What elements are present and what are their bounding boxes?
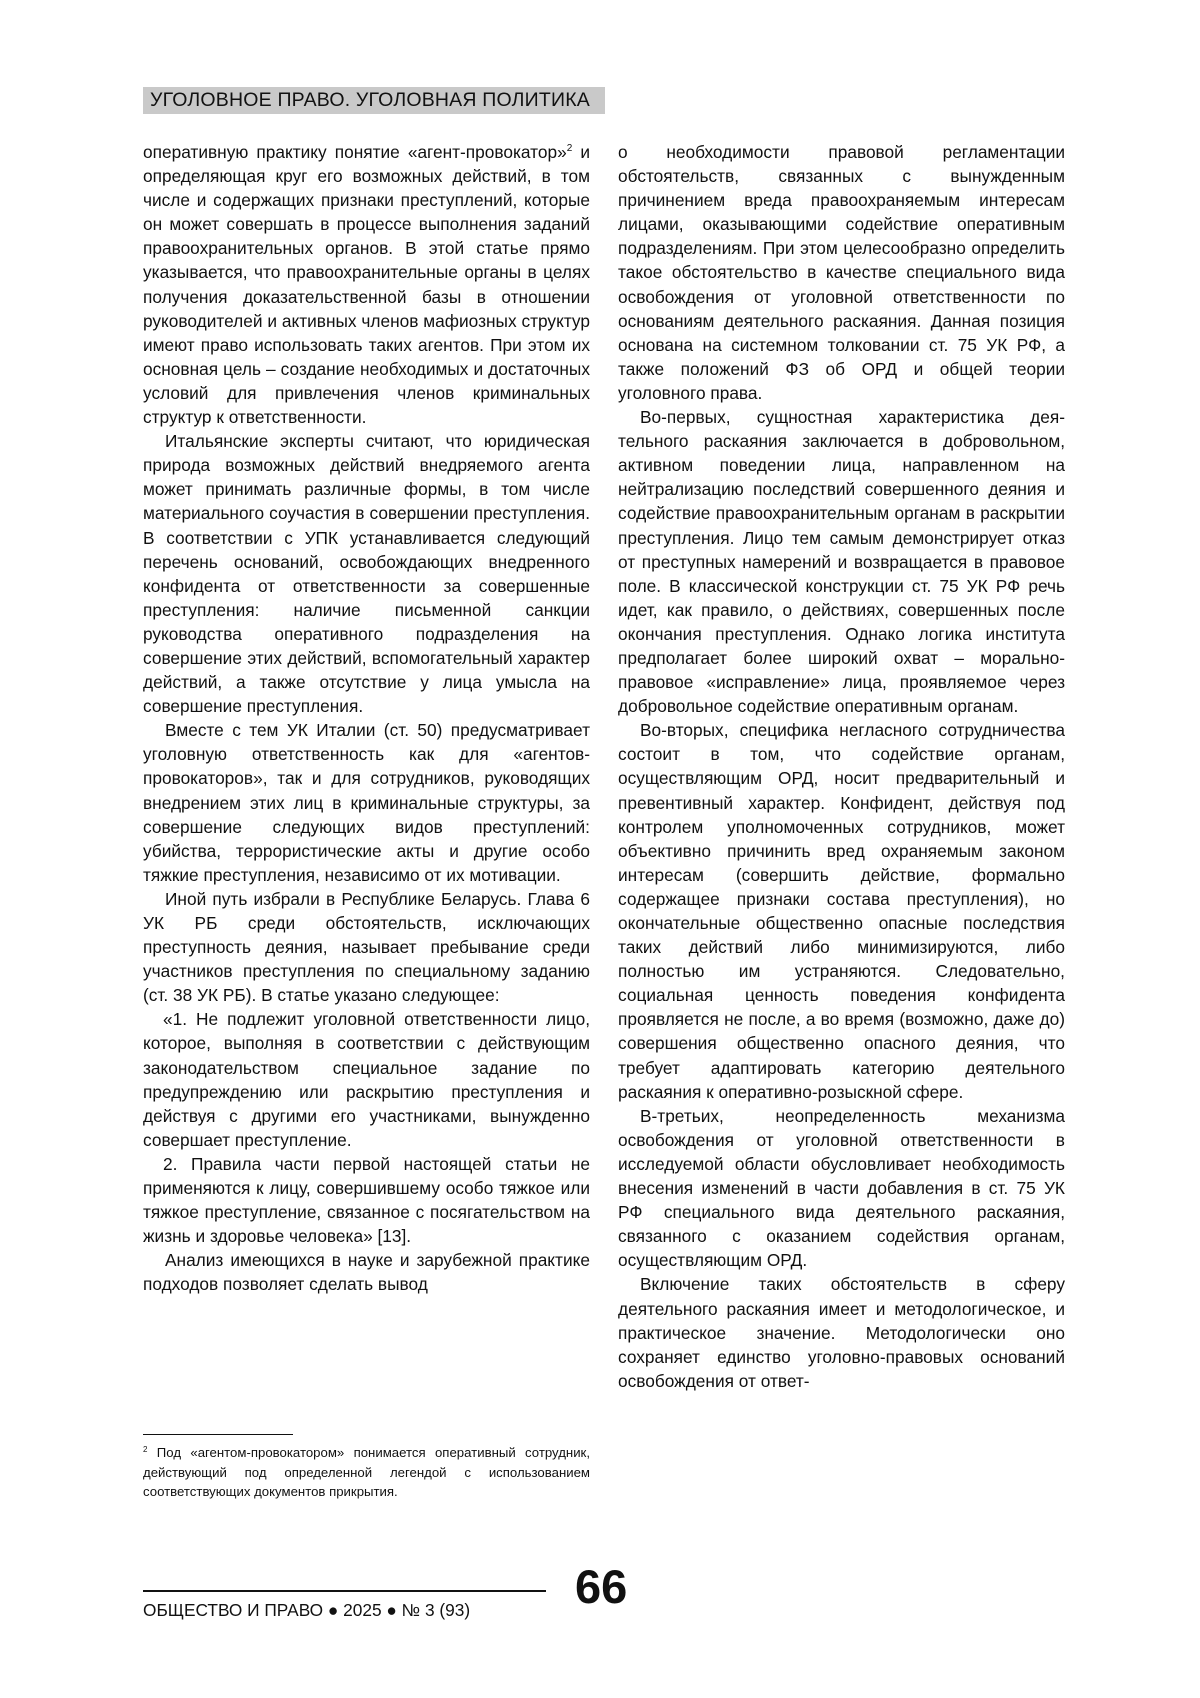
- quote-paragraph: «1. Не подлежит уголовной ответственности лицо, которое, выполняя в соответствии с действующим законодательством специальное задание по предупреждению или раскрытию преступления и действуя с другими его участниками, вынужденно совершает преступление.: [143, 1009, 590, 1150]
- section-header: УГОЛОВНОЕ ПРАВО. УГОЛОВНАЯ ПОЛИТИКА: [143, 87, 605, 114]
- footnote: [143, 1443, 590, 1502]
- quote-paragraph: 2. Правила части первой настоящей статьи не применяются к лицу, совершившему особо тяжкое или тяжкое преступление, связанное с посягательством на жизнь и здоровье человека» [13].: [143, 1153, 590, 1247]
- page-number: 66: [575, 1560, 628, 1613]
- footnote-divider: [143, 1434, 293, 1435]
- paragraph-text: оперативную практику понятие «агент-провокатор»: [143, 142, 567, 162]
- paragraph: [143, 140, 590, 429]
- paragraph: о необходимости правовой регламентации обстоятельств, связанных с вынужденным причинением вреда правоохраняемым интересам лицами, оказывающими содействие оперативным подразделениям. При этом целесообразно определить такое обстоятельство в качестве специального вида освобождения от уголовной ответственности по основаниям деятельного раскаяния. Данная позиция основана на системном толковании ст. 75 УК РФ, а также положений ФЗ об ОРД и общей теории уголовного права.: [618, 142, 1065, 403]
- paragraph: Итальянские эксперты считают, что юридическая природа возможных действий внедряемого агента может принимать различные формы, в том числе материального соучастия в совершении преступления. В соответствии с УПК устанавливается следующий перечень оснований, освобождающих внедренного конфидента от ответственности за совершенные преступления: наличие письменной санкции руководства оперативного подразделения на совершение этих действий, вспомогательный характер действий, а также отсутствие у лица умысла на совершение преступления.: [143, 431, 590, 717]
- paragraph: Анализ имеющихся в науке и зарубежной практике подходов позволяет сделать вывод: [143, 1250, 590, 1295]
- journal-info: ОБЩЕСТВО И ПРАВО ● 2025 ● № 3 (93): [143, 1600, 471, 1620]
- paragraph: Вместе с тем УК Италии (ст. 50) предусматривает уголовную ответственность как для «агентов-провокаторов», так и для сотрудников, руководящих внедрением этих лиц в криминальные структуры, за совершение следующих видов преступлений: убийства, террористические акты и другие особо тяжкие преступления, независимо от их мотивации.: [143, 720, 590, 885]
- paragraph: Во-первых, сущностная характеристика деятельного раскаяния заключается в добровольном, активном поведении лица, направленном на нейтрализацию последствий совершенного деяния и содействие правоохранительным органам в раскрытии преступления. Лицо тем самым демонстрирует отказ от преступных намерений и возвращается в правовое поле. В классической конструкции ст. 75 УК РФ речь идет, как правило, о действиях, совершенных после окончания преступления. Однако логика института предполагает более широкий охват – морально-правовое «исправление» лица, проявляемое через добровольное содействие оперативным органам.: [618, 407, 1065, 717]
- paragraph: Включение таких обстоятельств в сферу деятельного раскаяния имеет и методологическое, и практическое значение. Методологически оно сохраняет единство уголовно-правовых оснований освобождения от ответ-: [618, 1274, 1065, 1391]
- paragraph-text: и определяющая круг его возможных действий, в том числе и содержащих признаки преступлений, которые он может совершать в процессе выполнения заданий правоохранительных органов. В этой статье прямо указывается, что правоохранительные органы в целях получения доказательственной базы в отношении руководителей и активных членов мафиозных структур имеют право использовать таких агентов. При этом их основная цель – создание необходимых и достаточных условий для привлечения членов криминальных структур к ответственности.: [143, 142, 590, 428]
- right-column: [618, 140, 1065, 1393]
- footer-divider: [143, 1590, 546, 1592]
- paragraph: В-третьих, неопределенность механизма освобождения от уголовной ответственности в исследуемой области обусловливает необходимость внесения изменений в части добавления в ст. 75 УК РФ специального вида деятельного раскаяния, связанного с оказанием содействия органам, осуществляющим ОРД.: [618, 1105, 1065, 1271]
- footnote-mark: 2: [143, 1445, 148, 1454]
- footnote-reference: 2: [566, 143, 573, 154]
- left-column: [143, 140, 590, 1297]
- paragraph: Иной путь избрали в Республике Беларусь. Глава 6 УК РБ среди обстоятельств, исключающих преступность деяния, называет пребывание среди участников преступления по специальному заданию (ст. 38 УК РБ). В статье указано следующее:: [143, 888, 590, 1006]
- footnote-text: Под «агентом-провокатором» понимается оперативный сотрудник, действующий под определенной легендой с использованием соответствующих документов прикрытия.: [143, 1445, 590, 1499]
- paragraph: Во-вторых, специфика негласного сотрудничества состоит в том, что содействие органам, осуществляющим ОРД, носит предварительный и превентивный характер. Конфидент, действуя под контролем уполномоченных сотрудников, может объективно причинить вред охраняемым законом интересам (совершить действие, формально содержащее признаки состава преступления), но окончательные общественно опасные последствия таких действий либо минимизируются, либо полностью им устраняются. Следовательно, социальная ценность поведения конфидента проявляется не после, а во время (возможно, даже до) совершения общественно опасного деяния, что требует адаптировать категорию деятельного раскаяния к оперативно-розыскной сфере.: [618, 720, 1065, 1102]
